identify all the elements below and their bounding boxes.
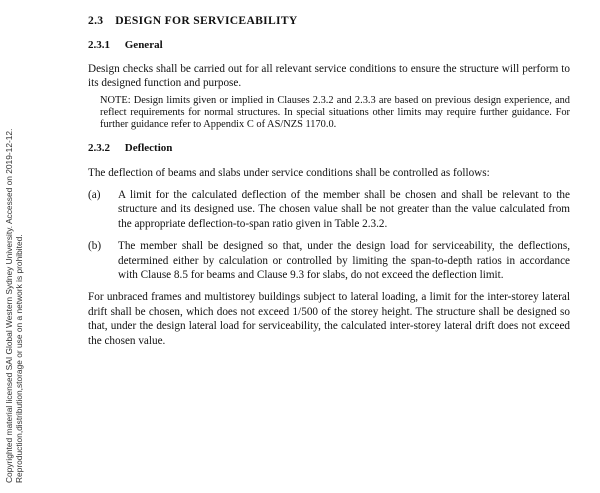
section-heading: [88, 14, 570, 28]
deflection-closing: For unbraced frames and multistorey buildings subject to lateral loading, a limit for the inter-storey lateral drift shall be chosen, which does not exceed 1/500 of the storey height. The structure shall be designed so that, under the design lateral load for serviceability, the calculated inter-storey lateral drift does not exceed the chosen value.: [88, 291, 570, 347]
general-title: General: [124, 39, 163, 52]
copyright-side-note: [4, 0, 30, 493]
deflection-intro: The deflection of beams and slabs under service conditions shall be controlled as follows:: [88, 166, 490, 179]
list-item-label: (b): [88, 240, 102, 253]
deflection-number: 2.3.2: [88, 142, 110, 155]
list-item: [88, 239, 570, 282]
list-item: [88, 188, 570, 231]
list-item-text: The member shall be designed so that, under the design load for serviceability, the deflections, determined either by calculation or controlled by limiting the span-to-depth ratios in accordance with Clause 8.5 for beams and Clause 9.3 for slabs, do not exceed the deflection limit.: [118, 240, 570, 282]
copyright-line-1: Copyrighted material licensed SAI Global Western Sydney University. Accessed on 2019-12-12.: [4, 128, 14, 483]
deflection-heading: [88, 141, 570, 155]
deflection-title: Deflection: [124, 142, 173, 155]
section-number: 2.3: [88, 14, 104, 27]
general-number: 2.3.1: [88, 39, 110, 52]
list-item-text: A limit for the calculated deflection of the member shall be chosen and shall be relevant to the structure and its designed use. The chosen value shall be not greater than the value calculated from the appropriate deflection-to-span ratio given in Table 2.3.2.: [118, 189, 570, 230]
list-item-label: (a): [88, 189, 101, 202]
section-title: DESIGN FOR SERVICEABILITY: [115, 14, 298, 27]
copyright-line-2: Reproduction,distribution,storage or use on a network is prohibited.: [14, 234, 24, 483]
copyright-side-note-text: [4, 0, 24, 493]
general-note: NOTE: Design limits given or implied in Clauses 2.3.2 and 2.3.3 are based on previous design experience, and reflect requirements for normal structures. In special situations other limits may require further guidance. For further guidance refer to Appendix C of AS/NZS 1170.0.: [100, 94, 570, 131]
document-page: [88, 10, 570, 348]
general-heading: [88, 38, 570, 52]
general-paragraph: Design checks shall be carried out for all relevant service conditions to ensure the structure will perform to its designed function and purpose.: [88, 62, 570, 90]
